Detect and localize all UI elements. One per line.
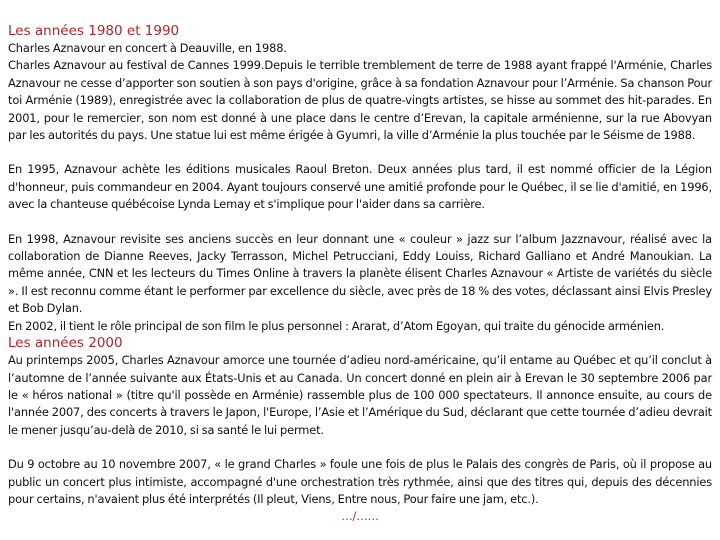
paragraph-2002: En 2002, il tient le rôle principal de son film le plus personnel : Ararat, d’Atom Egoyan, qui traite du génocide arménien. [8,318,665,333]
paragraph-armenie: Charles Aznavour au festival de Cannes 1999.Depuis le terrible tremblement de terre de 1988 ayant frappé l'Arménie, Charles Aznavour ne cesse d’apporter son soutien à son pays d'origine, grâce à sa fondation Aznavour pour l’Arménie. Sa chanson Pour toi Arménie (1989), enregistrée avec la collaboration de plus de quatre-vingts artistes, se hisse au sommet des hit-parades. En 2001, pour le remercier, son nom est donné à une place dans le centre d’Erevan, la capitale arménienne, sur la rue Abovyan par les autorités du pays. Une statue lui est même érigée à Gyumri, la ville d’Arménie la plus touchée par le Séisme de 1988. [8,58,712,143]
paragraph-gap [8,439,712,456]
paragraph-2007: Du 9 octobre au 10 novembre 2007, « le grand Charles » foule une fois de plus le Palais des congrès de Paris, où il propose au public un concert plus intimiste, accompagné d'une orchestration très rythmée, ainsi que des titres qui, depuis des décennies pour certains, n'avaient plus été interprétés (Il pleut, Viens, Entre nous, Pour faire une jam, etc.). [8,457,712,506]
paragraph-gap [8,214,712,231]
paragraph-gap [8,144,712,161]
paragraph-1995: En 1995, Aznavour achète les éditions musicales Raoul Breton. Deux années plus tard, il est nommé officier de la Légion d'honneur, puis commandeur en 2004. Ayant toujours conservé une amitié profonde pour le Québec, il se lie d'amitié, en 1996, avec la chanteuse québécoise Lynda Lemay et s'implique pour l'aider dans sa carrière. [8,162,712,212]
caption-deauville: Charles Aznavour en concert à Deauville, en 1988. [8,41,287,55]
continuation-mark: …/…… [341,509,379,524]
paragraph-1998: En 1998, Aznavour revisite ses anciens succès en leur donnant une « couleur » jazz sur l’album Jazznavour, réalisé avec la collaboration de Dianne Reeves, Jacky Terrasson, Michel Petrucciani, Eddy Louiss, Richard Galliano et André Manoukian. La même année, CNN et les lecteurs du Times Online à travers la planète élisent Charles Aznavour « Artiste de variétés du siècle ». Il est reconnu comme étant le performer par excellence du siècle, avec près de 18 % des votes, déclassant ainsi Elvis Presley et Bob Dylan. [8,231,712,316]
paragraph-2005: Au printemps 2005, Charles Aznavour amorce une tournée d’adieu nord-américaine, qu’il entame au Québec et qu’il conclut à l’automne de l’année suivante aux États-Unis et au Canada. Un concert donné en plein air à Erevan le 30 septembre 2006 par le « héros national » (titre qu'il possède en Arménie) rassemble plus de 100 000 spectateurs. Il annonce ensuite, au cours de l'année 2007, des concerts à travers le Japon, l'Europe, l’Asie et l’Amérique du Sud, déclarant que cette tournée d’adieu devrait le mener jusqu’au-delà de 2010, si sa santé le lui permet. [8,353,712,437]
section-heading-2000: Les années 2000 [8,335,123,352]
section-heading-1980-1990: Les années 1980 et 1990 [8,23,180,39]
